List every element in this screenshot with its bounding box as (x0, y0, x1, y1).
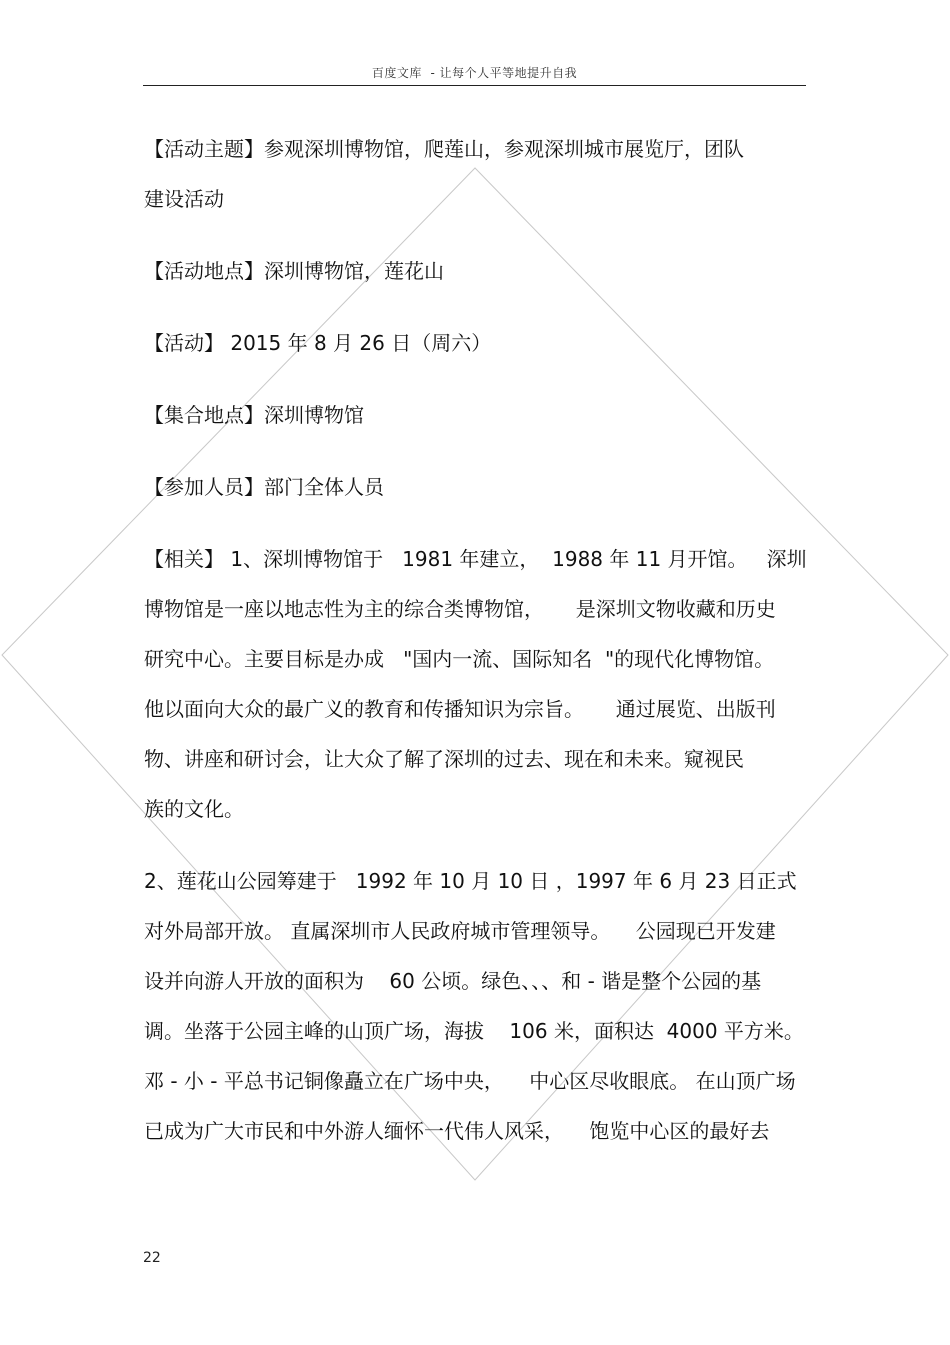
text-line: 族的文化。 (144, 797, 244, 821)
text-line: 【集合地点】深圳博物馆 (144, 403, 364, 427)
document-body (144, 124, 808, 1156)
paragraph-museum-info (144, 534, 808, 834)
text-line: 调。坐落于公园主峰的山顶广场，海拔 106 米，面积达 4000 平方米。 (144, 1019, 804, 1043)
text-line: 研究中心。主要目标是办成 "国内一流、国际知名 "的现代化博物馆。 (144, 647, 775, 671)
text-line: 建设活动 (144, 187, 224, 211)
text-line: 【活动主题】参观深圳博物馆，爬莲山，参观深圳城市展览厅，团队 (144, 137, 744, 161)
text-line: 【活动】 2015 年 8 月 26 日（周六） (144, 331, 492, 355)
text-line: 设并向游人开放的面积为 60 公顷。绿色、、、和 - 谐是整个公园的基 (144, 969, 762, 993)
page-header: 百度文库 - 让每个人平等地提升自我 (371, 66, 578, 80)
text-line: 2、莲花山公园筹建于 1992 年 10 月 10 日 ，1997 年 6 月 23 日正式 (144, 869, 797, 893)
page-number: 22 (143, 1250, 161, 1266)
text-line: 他以面向大众的最广义的教育和传播知识为宗旨。 通过展览、出版刊 (144, 697, 776, 721)
text-line: 博物馆是一座以地志性为主的综合类博物馆， 是深圳文物收藏和历史 (144, 597, 776, 621)
text-line: 对外局部开放。 直属深圳市人民政府城市管理领导。 公园现已开发建 (144, 919, 776, 943)
paragraph-meeting-point (144, 390, 808, 440)
paragraph-theme (144, 124, 808, 224)
header-divider (143, 85, 806, 86)
paragraph-park-info (144, 856, 808, 1156)
text-line: 【活动地点】深圳博物馆，莲花山 (144, 259, 444, 283)
text-line: 物、讲座和研讨会，让大众了解了深圳的过去、现在和未来。窥视民 (144, 747, 744, 771)
text-line: 【相关】 1、深圳博物馆于 1981 年建立， 1988 年 11 月开馆。 深圳 (144, 547, 807, 571)
paragraph-participants (144, 462, 808, 512)
paragraph-location (144, 246, 808, 296)
text-line: 已成为广大市民和中外游人缅怀一代伟人风采， 饱览中心区的最好去 (144, 1119, 770, 1143)
text-line: 邓 - 小 - 平总书记铜像矗立在广场中央， 中心区尽收眼底。 在山顶广场 (144, 1069, 796, 1093)
paragraph-date (144, 318, 808, 368)
text-line: 【参加人员】部门全体人员 (144, 475, 384, 499)
